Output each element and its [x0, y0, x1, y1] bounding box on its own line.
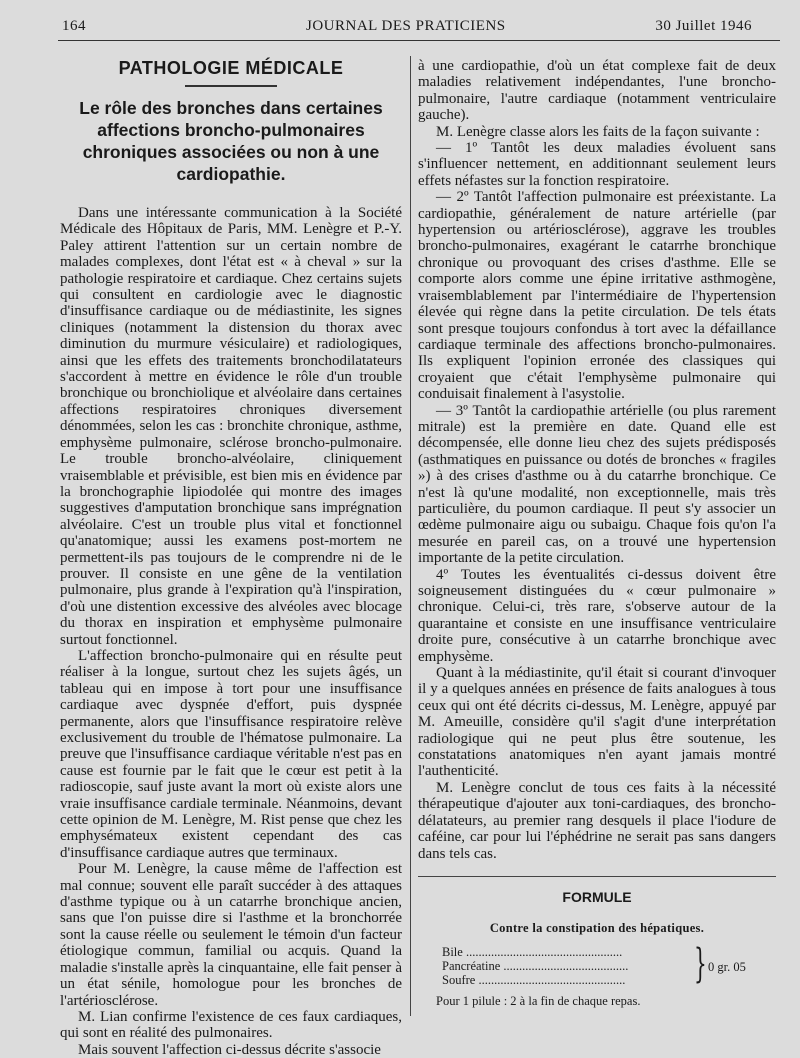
- paragraph: Dans une intéressante communication à la Société Médicale des Hôpitaux de Paris, MM. Lenègre et P.-Y. Paley attirent l'attention sur un certain nombre de malades complexes, dont l'état est « à cheval » sur la pathologie respiratoire et cardiaque. Chez certains sujets qui consultent en cardiologie avec le diagnostic d'insuffisance cardiaque ou de médiastinite, les signes cliniques (notamment la distension du thorax avec diminution du murmure vésiculaire) et radiologiques, ainsi que les effets des traitements bronchodilatateurs s'accordent à mettre en évidence le rôle d'un trouble bronchique ou bronchiolique et alvéolaire dans certaines affections respiratoires chroniques diversement dénommées, selon les cas : bronchite chronique, asthme, emphysème pulmonaire, sclérose broncho-pulmonaire. Le trouble broncho-alvéolaire, cliniquement vraisemblable et prévisible, est bien mis en évidence par la bronchographie lipiodolée qui montre des images suggestives d'amputation bronchique sans imprégnation alvéolaire. C'est un trouble plus vital et fonctionnel qu'anatomique; aussi les examens post-mortem ne permettent-ils pas toujours de le comprendre ni de le prouver. Il consiste en une gêne de la ventilation pulmonaire, plus grande à l'expiration qu'à l'inspiration, d'où une distention excessive des alvéoles avec blocage du thorax en inspiration et emphysème pulmonaire surtout fonctionnel.: [60, 205, 402, 648]
- ingredient: Bile ..................................................: [442, 945, 623, 959]
- formula-separator: [418, 876, 776, 877]
- dose: 0 gr. 05: [708, 959, 746, 974]
- page-header: [58, 16, 780, 41]
- paragraph: — 2º Tantôt l'affection pulmonaire est préexistante. La cardiopathie, généralement de nature artérielle (par hypertension ou artériosclérose), aggrave les troubles broncho-pulmonaires, exagérant le catarrhe bronchique chronique ou provoquant des crises d'asthme. Elle se comporte alors comme une épine irritative asthmogène, vraisemblablement par l'intermédiaire de l'hypertension élevée qui règne dans la petite circulation. De tels états sont presque toujours confondus à tort avec la défaillance cardiaque terminale des affections broncho-pulmonaires. Ils expliquent l'opinion erronée des classiques qui croyaient que c'était l'emphysème pulmonaire qui conduisait finalement à l'asystolie.: [418, 189, 776, 403]
- paragraph: — 1º Tantôt les deux maladies évoluent sans s'influencer nettement, en additionnant seulement leurs effets néfastes sur la fonction respiratoire.: [418, 140, 776, 189]
- formula-title: FORMULE: [562, 888, 632, 905]
- formula-box: [418, 889, 776, 1009]
- page-number: 164: [62, 18, 86, 34]
- column-divider: [410, 56, 411, 1016]
- paragraph: 4º Toutes les éventualités ci-dessus doivent être soigneusement distinguées du « cœur pulmonaire » chronique. Celui-ci, très rare, s'observe autour de la quarantaine et consiste en une insuffisance ventriculaire droite pure, consécutive à un catarrhe bronchique avec emphysème.: [418, 566, 776, 665]
- journal-title: JOURNAL DES PRATICIENS: [306, 18, 506, 34]
- paragraph: M. Lian confirme l'existence de ces faux cardiaques, qui sont en réalité des pulmonaires.: [60, 1008, 402, 1042]
- ingredient: Soufre ...............................................: [442, 973, 626, 987]
- article-title: Le rôle des bronches dans certaines affections broncho-pulmonaires chroniques associées ou non à une cardiopathie.: [79, 98, 383, 184]
- title-rule: [185, 85, 277, 87]
- brace-symbol: }: [694, 940, 707, 987]
- paragraph: à une cardiopathie, d'où un état complexe fait de deux maladies relativement indépendantes, l'une broncho-pulmonaire, l'autre cardiaque (notamment ventriculaire gauche).: [418, 58, 776, 124]
- left-column: [60, 58, 402, 1058]
- paragraph: M. Lenègre classe alors les faits de la façon suivante :: [436, 123, 760, 140]
- issue-date: 30 Juillet 1946: [655, 18, 752, 34]
- ingredient-list: [418, 940, 776, 992]
- paragraph: Pour M. Lenègre, la cause même de l'affection est mal connue; souvent elle paraît succéder à des attaques d'asthme typique ou à un catarrhe bronchique ancien, sans que l'on puisse dire si l'asthme et la bronchorrée sont la cause réelle ou seulement le témoin d'un facteur étiologique commun, familial ou acquis. Quand la maladie s'installe après la cinquantaine, elle fait penser à un état sénile, homologue pour les bronches de l'artériosclérose.: [60, 861, 402, 1009]
- formula-subtitle: Contre la constipation des hépatiques.: [489, 920, 705, 935]
- paragraph: M. Lenègre conclut de tous ces faits à la nécessité thérapeutique d'ajouter aux toni-cardiaques, des broncho-délatateurs, au premier rang desquels il place l'iodure de caféine, car pour lui l'éphédrine ne serait pas sans dangers dans tels cas.: [418, 779, 776, 862]
- paragraph: — 3º Tantôt la cardiopathie artérielle (ou plus rarement mitrale) est la première en date. Quand elle est décompensée, elle donne lieu chez des sujets prédisposés (asthmatiques en puissance ou dotés de bronches « fragiles ») à des crises d'asthme ou à du catarrhe bronchique. Ce n'est là qu'une modalité, non exceptionnelle, mais très particulière, du poumon cardiaque. Il peut s'y associer un œdème pulmonaire aigu ou subaigu. Chaque fois qu'on l'a mesurée en pareil cas, on a trouvé une hypertension importante de la petite circulation.: [418, 402, 776, 567]
- paragraph: Quant à la médiastinite, qu'il était si courant d'invoquer il y a quelques années en présence de faits analogues à tous ceux qui ont été décrits ci-dessus, M. Lenègre, appuyé par M. Ameuille, considère qu'il s'agit d'une interprétation radiologique qui ne peut plus être soutenue, les constatations anatomiques n'en ayant jamais montré l'authenticité.: [418, 665, 776, 780]
- paragraph: Mais souvent l'affection ci-dessus décrite s'associe: [78, 1041, 381, 1058]
- right-column: [418, 58, 776, 1009]
- section-title: PATHOLOGIE MÉDICALE: [118, 58, 344, 78]
- paragraph: L'affection broncho-pulmonaire qui en résulte peut réaliser à la longue, surtout chez les sujets âgés, un tableau qui en impose à tort pour une insuffisance cardiaque avec dyspnée d'effort, puis dyspnée permanente, alors que l'insuffisance respiratoire relève exclusivement du trouble de l'hématose pulmonaire. La preuve que l'insuffisance cardiaque véritable n'est pas en cause est fournie par le fait que le cœur est petit à la radioscopie, sauf juste avant la mort où existe alors une vraie insuffisance cardiale terminale. Néanmoins, devant cette opinion de M. Lenègre, M. Rist pense que chez les emphysémateux existent cependant des cas d'insuffisance cardiaque autres que terminaux.: [60, 647, 402, 861]
- usage-instructions: Pour 1 pilule : 2 à la fin de chaque repas.: [436, 993, 641, 1008]
- ingredient: Pancréatine ........................................: [442, 959, 629, 973]
